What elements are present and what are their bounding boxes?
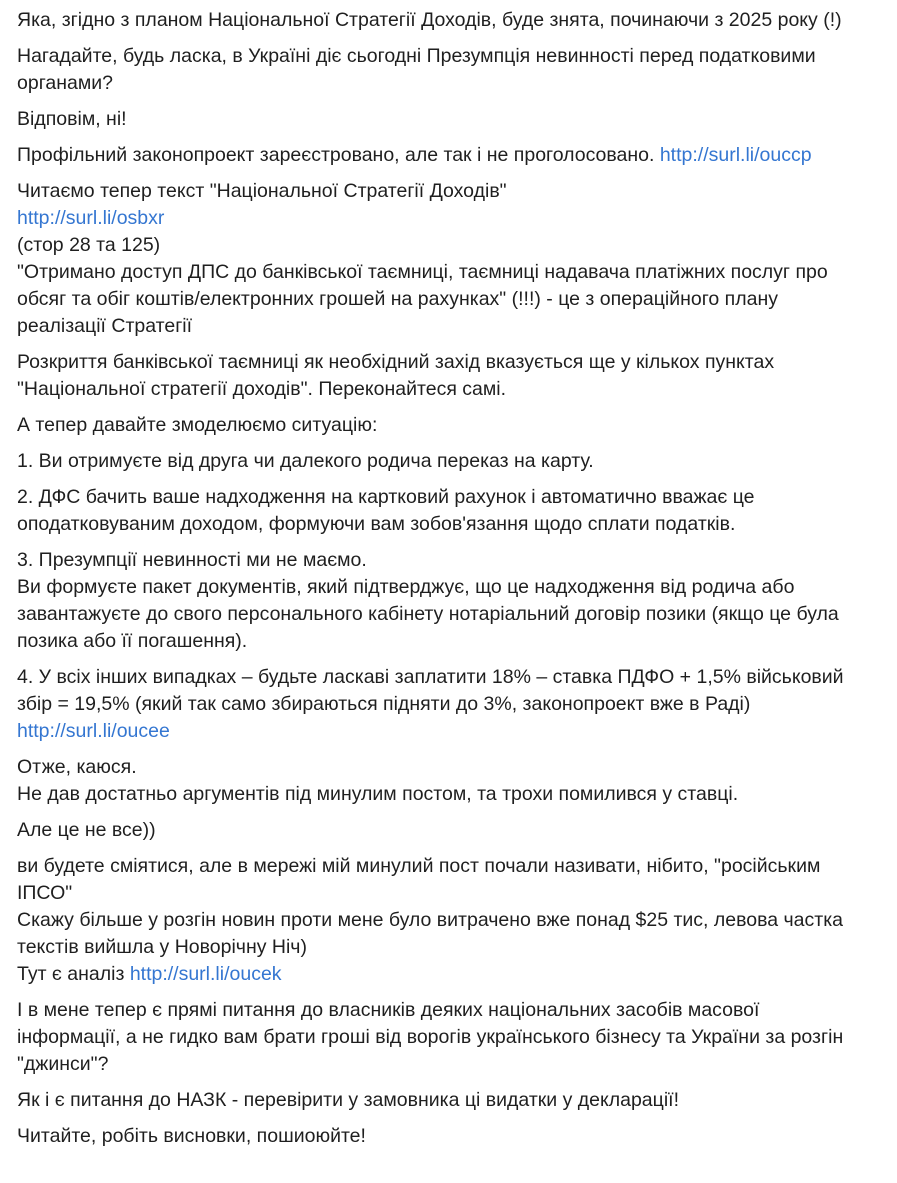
- paragraph-text: Читайте, робіть висновки, пошиоюйте!: [17, 1125, 366, 1147]
- paragraph-text: Як і є питання до НАЗК - перевірити у замовника ці видатки у декларації!: [17, 1089, 679, 1111]
- paragraph-text: (стор 28 та 125): [17, 234, 161, 256]
- paragraph: [17, 547, 865, 655]
- paragraph-text: Ви формуєте пакет документів, який підтверджує, що це надходження від родича або завантажуєте до свого персонального кабінету нотаріальний договір позики (якщо це була позика або її погашення).: [17, 576, 845, 652]
- paragraph: [17, 178, 865, 340]
- hyperlink[interactable]: http://surl.li/ouccp: [659, 144, 812, 166]
- paragraph: [17, 448, 865, 475]
- paragraph-text: Скажу більше у розгін новин проти мене було витрачено вже понад $25 тис, левова частка текстів вийшла у Новорічну Ніч): [17, 909, 849, 958]
- paragraph: [17, 1123, 865, 1150]
- paragraph: [17, 664, 865, 745]
- paragraph: [17, 997, 865, 1078]
- paragraph-text: "Отримано доступ ДПС до банківської таємниці, таємниці надавача платіжних послуг про обсяг та обіг коштів/електронних грошей на рахунках" (!!!) - це з операційного плану реалізації Стратегії: [17, 261, 834, 337]
- paragraph-text: 3. Презумпції невинності ми не маємо.: [17, 549, 367, 571]
- paragraph-text: Відповім, ні!: [17, 108, 127, 130]
- paragraph: [17, 106, 865, 133]
- paragraph-text: Не дав достатньо аргументів під минулим постом, та трохи помилився у ставці.: [17, 783, 739, 805]
- paragraph: [17, 142, 865, 169]
- paragraph-text: 1. Ви отримуєте від друга чи далекого родича переказ на карту.: [17, 450, 594, 472]
- paragraph: [17, 1087, 865, 1114]
- paragraph-text: А тепер давайте змоделюємо ситуацію:: [17, 414, 378, 436]
- paragraph: [17, 853, 865, 988]
- paragraph-text: Тут є аналіз: [17, 963, 130, 985]
- paragraph: [17, 43, 865, 97]
- paragraph: [17, 412, 865, 439]
- paragraph-text: 2. ДФС бачить ваше надходження на картковий рахунок і автоматично вважає це оподатковуваним доходом, формуючи вам зобов'язання щодо сплати податків.: [17, 486, 760, 535]
- hyperlink[interactable]: http://surl.li/osbxr: [17, 207, 165, 229]
- paragraph-text: Розкриття банківської таємниці як необхідний захід вказується ще у кількох пунктах "Національної стратегії доходів". Переконайтеся самі.: [17, 351, 780, 400]
- paragraph-text: Але це не все)): [17, 819, 156, 841]
- paragraph: [17, 817, 865, 844]
- hyperlink[interactable]: http://surl.li/oucee: [17, 720, 170, 742]
- paragraph: [17, 484, 865, 538]
- paragraph-text: Нагадайте, будь ласка, в Україні діє сьогодні Презумпція невинності перед податковими органами?: [17, 45, 822, 94]
- paragraph: [17, 754, 865, 808]
- paragraph-text: 4. У всіх інших випадках – будьте ласкаві заплатити 18% – ставка ПДФО + 1,5% військовий збір = 19,5% (який так само збираються підняти до 3%, законопроект вже в Раді): [17, 666, 850, 715]
- paragraph-text: Профільний законопроект зареєстровано, але так і не проголосовано.: [17, 144, 660, 166]
- paragraph-text: Яка, згідно з планом Національної Стратегії Доходів, буде знята, починаючи з 2025 року (!): [17, 9, 842, 31]
- post-body: [17, 7, 865, 1150]
- hyperlink[interactable]: http://surl.li/oucek: [129, 963, 282, 985]
- paragraph: [17, 349, 865, 403]
- paragraph-text: І в мене тепер є прямі питання до власників деяких національних засобів масової інформації, а не гидко вам брати гроші від ворогів українського бізнесу та України за розгін "джинси"?: [17, 999, 849, 1075]
- paragraph: [17, 7, 865, 34]
- paragraph-text: Читаємо тепер текст "Національної Стратегії Доходів": [17, 180, 507, 202]
- paragraph-text: Отже, каюся.: [17, 756, 137, 778]
- paragraph-text: ви будете сміятися, але в мережі мій минулий пост почали називати, нібито, "російським ІПСО": [17, 855, 826, 904]
